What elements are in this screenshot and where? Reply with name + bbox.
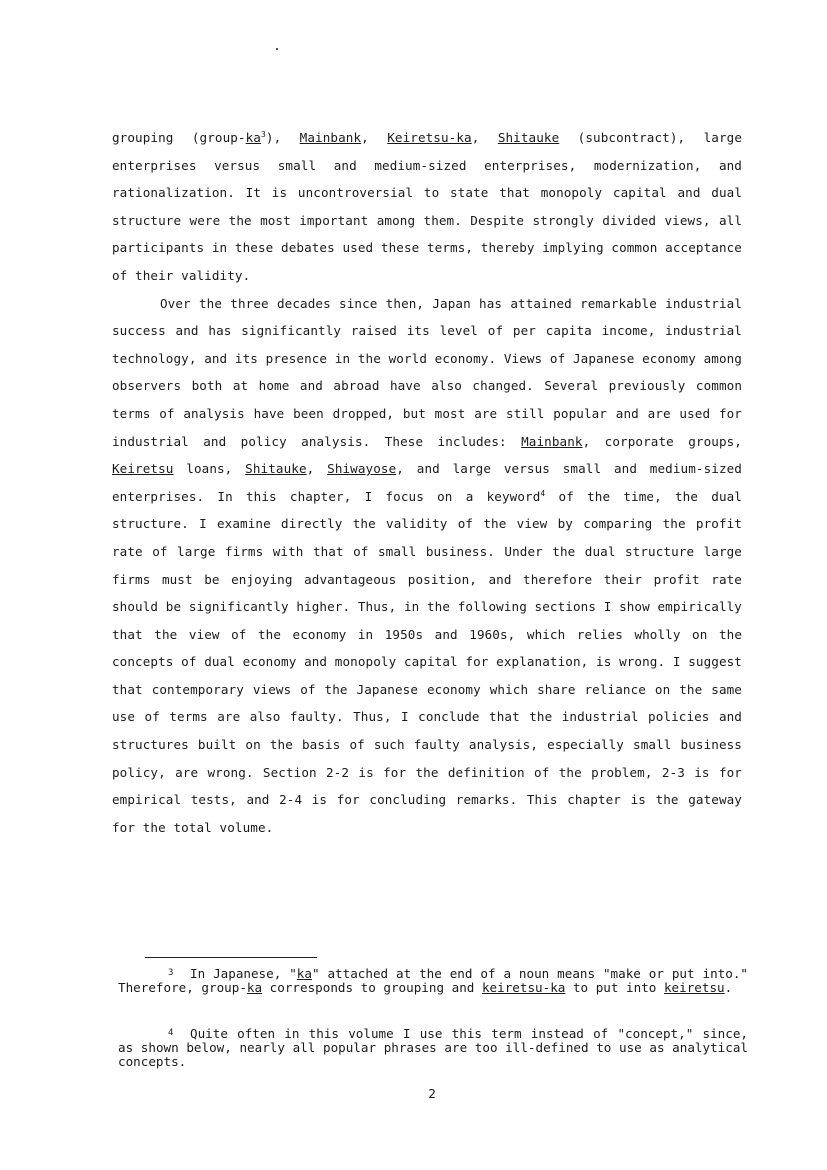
text-run: , <box>306 461 328 477</box>
text-run: ), <box>265 130 300 145</box>
text-run: , and large versus small and medium-sized enterprises. In this chapter, I focus on a keyword <box>112 461 742 504</box>
text-run: , <box>361 130 388 145</box>
paragraph-2 <box>112 290 742 842</box>
footnote-mark: 4 <box>168 1028 174 1038</box>
term-ka: ka <box>246 980 263 996</box>
body-text <box>112 124 742 841</box>
footnote-4 <box>118 1026 748 1070</box>
footnote-mark: 3 <box>168 968 174 978</box>
text-run: to put into <box>565 980 664 996</box>
footnote-3 <box>118 966 748 995</box>
text-run: , corporate groups, <box>582 433 742 449</box>
footnote-text: Quite often in this volume I use this term instead of "concept," since, as shown below, nearly all popular phrases are too ill-defined to use as analytical concepts. <box>118 1026 748 1070</box>
term-shiwayose: Shiwayose <box>327 461 397 477</box>
footnote-ref-4: 4 <box>540 488 546 498</box>
text-run: corresponds to grouping and <box>262 980 482 996</box>
term-shitauke: Shitauke <box>497 130 560 145</box>
term-shitauke: Shitauke <box>245 461 307 477</box>
term-ka: ka <box>245 130 261 145</box>
term-keiretsu: keiretsu <box>663 980 725 996</box>
text-run: (subcontract), large enterprises versus small and medium-sized enterprises, modernization, and rationalization. It is uncontroversial to state that monopoly capital and dual structure were the most important among them. Despite strongly divided views, all participants in these debates used these terms, thereby implying common acceptance of their validity. <box>112 130 743 283</box>
page-number: 2 <box>428 1086 436 1101</box>
term-ka: ka <box>296 966 312 981</box>
footnote-separator <box>145 957 317 958</box>
text-run: of the time, the dual structure. I examine directly the validity of the view by comparing the profit rate of large firms with that of small business. Under the dual structure large firms must be enjoying advantageous position, and therefore their profit rate should be significantly higher. Thus, in the following sections I show empirically that the view of the economy in 1950s and 1960s, which relies wholly on the concepts of dual economy and monopoly capital for explanation, is wrong. I suggest that contemporary views of the Japanese economy which share reliance on the same use of terms are also faulty. Thus, I conclude that the industrial policies and structures built on the basis of such faulty analysis, especially small business policy, are wrong. Section 2-2 is for the definition of the problem, 2-3 is for empirical tests, and 2-4 is for concluding remarks. This chapter is the gateway for the total volume. <box>112 488 742 835</box>
term-keiretsu: Keiretsu <box>112 461 174 477</box>
term-keiretsu-ka: Keiretsu-ka <box>387 130 472 145</box>
text-run: Over the three decades since then, Japan has attained remarkable industrial success and has significantly raised its level of per capita income, industrial technology, and its presence in the world economy. Views of Japanese economy among observers both at home and abroad have also changed. Several previously common terms of analysis have been dropped, but most are still popular and are used for industrial and policy analysis. These includes: <box>112 295 742 449</box>
text-run: " attached at the end of a noun means "make or put into." Therefore, group- <box>118 966 748 996</box>
text-run: In Japanese, " <box>190 966 297 981</box>
text-run: grouping (group- <box>112 130 246 145</box>
term-mainbank: Mainbank <box>521 433 583 449</box>
term-keiretsu-ka: keiretsu-ka <box>481 980 566 996</box>
footnote-ref-3: 3 <box>261 129 266 139</box>
text-run: loans, <box>173 461 246 477</box>
text-run: . <box>724 980 733 996</box>
paragraph-1 <box>112 124 742 290</box>
term-mainbank: Mainbank <box>299 130 362 145</box>
text-run: , <box>471 130 498 145</box>
scan-speck <box>276 48 278 50</box>
